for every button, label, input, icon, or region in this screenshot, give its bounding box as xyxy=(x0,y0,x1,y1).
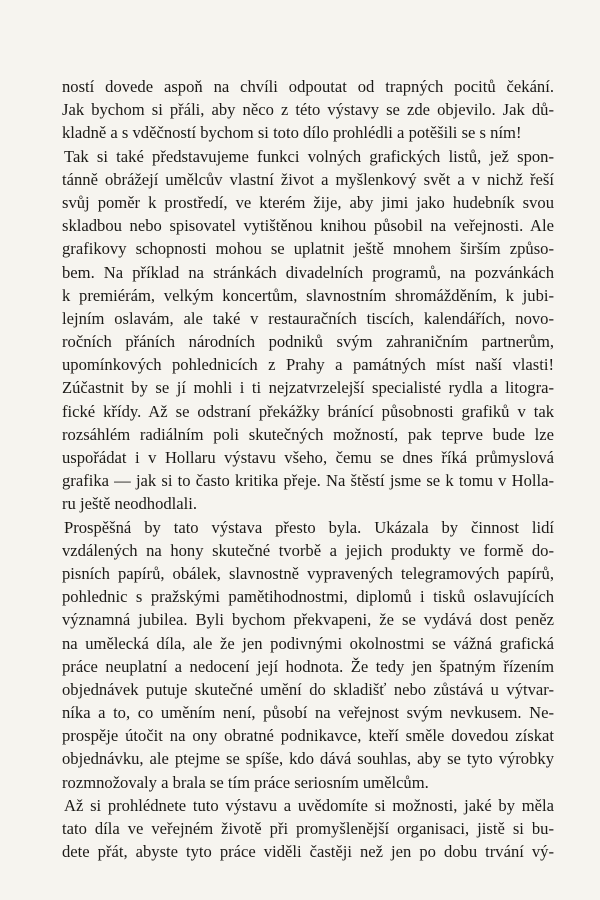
text-line: rozmnožovaly a brala se tím práce seriosním umělcům. xyxy=(62,772,429,792)
text-line: upomínkových pohlednicích z Prahy a památných míst naší vlasti! xyxy=(62,355,554,375)
text-line: objednávek putuje skutečné umění do skladišť nebo zůstává u výtvar- xyxy=(62,679,554,699)
text-line: kladně a s vděčností bychom si toto dílo prohlédli a potěšili se s ním! xyxy=(62,123,522,143)
text-line: prospěje útočit na ony obratné podnikavce, kteří směle dovedou získat xyxy=(62,726,554,746)
text-line: dete přát, abyste tyto práce viděli častěji než jen po dobu trvání vý- xyxy=(62,842,554,862)
text-line: grafika — jak si to často kritika přeje. Na štěstí jsme se k tomu v Holla- xyxy=(62,471,554,491)
text-line: uspořádat i v Hollaru výstavu všeho, čemu se dnes říká průmyslová xyxy=(62,448,554,467)
paragraph-start-line: Tak si také představujeme funkci volných grafických listů, jež spon- xyxy=(64,146,554,166)
text-line: rozsáhlém radiálním poli skutečných možností, pak teprve bude lze xyxy=(62,424,554,444)
text-line: lejním oslavám, ale také v restauračních tiscích, kalendářích, novo- xyxy=(62,308,554,328)
text-line: ru ještě neodhodlali. xyxy=(62,494,198,514)
body-text xyxy=(62,75,554,863)
text-line: tato díla ve veřejném životě při promyšlenější organisaci, jistě si bu- xyxy=(62,819,554,838)
text-line: níka a to, co uměním není, působí na veřejnost svým nevkusem. Ne- xyxy=(62,703,554,723)
text-line: skladbou nebo spisovatel vytištěnou knihou působil na veřejnosti. Ale xyxy=(62,216,554,236)
text-line: pohlednic s pražskými pamětihodnostmi, diplomů i tisků oslavujících xyxy=(62,587,554,607)
text-line: Jak bychom si přáli, aby něco z této výstavy se zde objevilo. Jak dů- xyxy=(62,100,554,120)
text-line: tánně obrážejí umělcův vlastní život a myšlenkový svět a v nichž řeší xyxy=(62,169,554,189)
paragraph-start-line: Až si prohlédnete tuto výstavu a uvědomíte si možnosti, jaké by měla xyxy=(64,795,554,815)
text-line: ností dovede aspoň na chvíli odpoutat od trapných pocitů čekání. xyxy=(62,77,554,96)
text-line: fické křídy. Až se odstraní překážky bránící působnosti grafiků v tak xyxy=(62,401,554,421)
text-line: Zúčastnit by se jí mohli i ti nejzatvrzelejší specialisté rydla a litogra- xyxy=(62,378,554,398)
text-line: objednávku, ale ptejme se spíše, kdo dává souhlas, aby se tyto výrobky xyxy=(62,749,554,769)
paragraph-start-line: Prospěšná by tato výstava přesto byla. Ukázala by činnost lidí xyxy=(64,517,554,537)
text-line: vzdálených na hony skutečné tvorbě a jejich produkty ve formě do- xyxy=(62,540,554,560)
text-line: svůj poměr k prostředí, ve kterém žije, aby jimi jako hudebník svou xyxy=(62,192,554,212)
text-line: bem. Na příklad na stránkách divadelních programů, na pozvánkách xyxy=(62,262,554,282)
text-line: k premiérám, velkým koncertům, slavnostním shromážděním, k jubi- xyxy=(62,285,554,305)
text-line: grafikovy schopnosti mohou se uplatnit ještě mnohem širším způso- xyxy=(62,239,554,259)
text-line: pisních papírů, obálek, slavnostně vypravených telegramových papírů, xyxy=(62,563,554,583)
text-line: významná jubilea. Byli bychom překvapeni, že se vydává dost peněz xyxy=(62,610,554,630)
text-line: ročních přáních národních podniků svým zahraničním partnerům, xyxy=(62,332,554,352)
text-line: na umělecká díla, ale že jen podivnými okolnostmi se vážná grafická xyxy=(62,633,554,653)
text-line: práce neuplatní a nedocení její hodnota. Že tedy jen špatným řízením xyxy=(62,656,554,676)
